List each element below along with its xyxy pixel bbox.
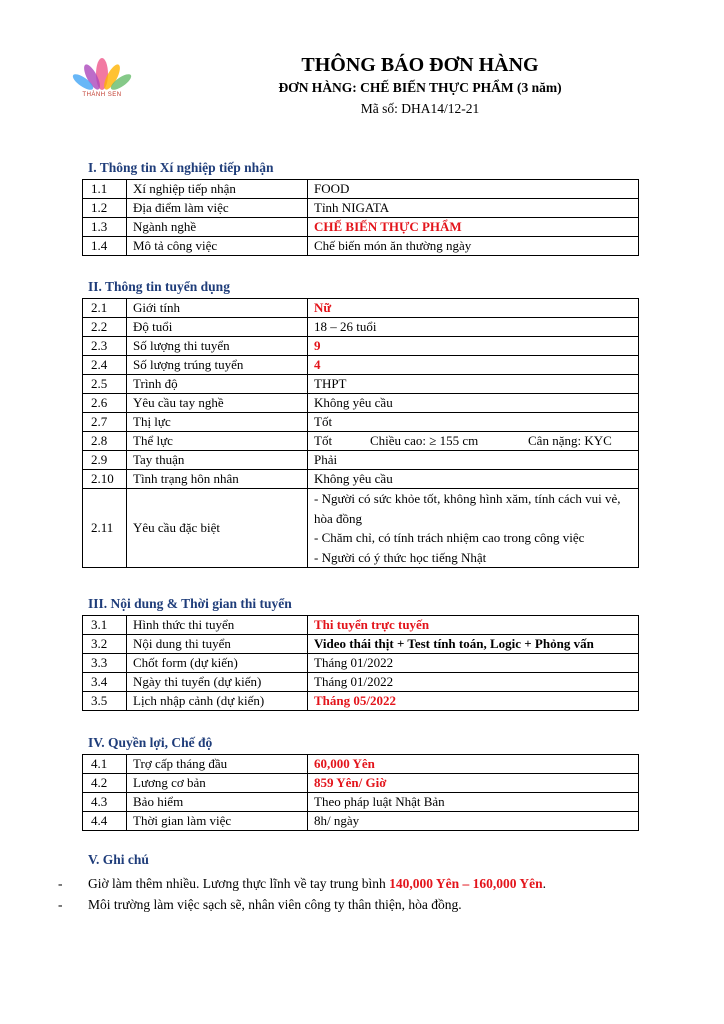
table-row	[83, 635, 639, 654]
section-4-table	[82, 754, 639, 831]
row-label: Hình thức thi tuyển	[127, 616, 308, 635]
section-1-title: I. Thông tin Xí nghiệp tiếp nhận	[88, 160, 274, 175]
row-label: Xí nghiệp tiếp nhận	[127, 180, 308, 199]
row-label: Yêu cầu đặc biệt	[127, 489, 308, 568]
row-label: Bảo hiểm	[127, 793, 308, 812]
table-row	[83, 489, 639, 568]
row-label: Trình độ	[127, 375, 308, 394]
row-number: 2.8	[83, 432, 127, 451]
row-number: 2.4	[83, 356, 127, 375]
table-row	[83, 470, 639, 489]
table-row	[83, 673, 639, 692]
note-text-main: Giờ làm thêm nhiều. Lương thực lĩnh về tay trung bình	[88, 876, 390, 891]
row-number: 2.2	[83, 318, 127, 337]
row-number: 3.5	[83, 692, 127, 711]
row-value: THPT	[308, 375, 639, 394]
row-number: 4.2	[83, 774, 127, 793]
table-row	[83, 755, 639, 774]
row-value-physical	[308, 432, 639, 451]
row-label: Nội dung thi tuyển	[127, 635, 308, 654]
note-text	[88, 873, 546, 894]
row-value: Theo pháp luật Nhật Bản	[308, 793, 639, 812]
table-row	[83, 616, 639, 635]
row-label: Số lượng trúng tuyển	[127, 356, 308, 375]
row-label: Ngành nghề	[127, 218, 308, 237]
row-label: Lương cơ bản	[127, 774, 308, 793]
row-label: Tay thuận	[127, 451, 308, 470]
table-row	[83, 432, 639, 451]
table-row	[83, 299, 639, 318]
row-number: 2.7	[83, 413, 127, 432]
row-label: Mô tả công việc	[127, 237, 308, 256]
row-label: Số lượng thi tuyển	[127, 337, 308, 356]
row-number: 2.3	[83, 337, 127, 356]
row-number: 1.3	[83, 218, 127, 237]
row-value: Tốt	[308, 413, 639, 432]
section-3-title: III. Nội dung & Thời gian thi tuyển	[88, 596, 292, 611]
section-4-title: IV. Quyền lợi, Chế độ	[88, 735, 213, 750]
note-bullet: -	[58, 897, 63, 912]
requirement-line: - Người có ý thức học tiếng Nhật	[314, 549, 487, 565]
row-number: 3.2	[83, 635, 127, 654]
row-value: Chế biến món ăn thường ngày	[308, 237, 639, 256]
section-3-table	[82, 615, 639, 711]
row-number: 2.6	[83, 394, 127, 413]
table-row	[83, 199, 639, 218]
row-label: Chốt form (dự kiến)	[127, 654, 308, 673]
row-label: Thời gian làm việc	[127, 812, 308, 831]
weight-requirement: Cân nặng: KYC	[528, 433, 612, 448]
row-value: Video thái thịt + Test tính toán, Logic + Phỏng vấn	[308, 635, 639, 654]
row-value: Không yêu cầu	[308, 394, 639, 413]
note-text-tail: .	[542, 876, 546, 891]
section-1-table	[82, 179, 639, 256]
row-value: Tháng 01/2022	[308, 654, 639, 673]
row-number: 2.5	[83, 375, 127, 394]
table-row	[83, 774, 639, 793]
row-label: Địa điểm làm việc	[127, 199, 308, 218]
table-row	[83, 692, 639, 711]
row-number: 3.4	[83, 673, 127, 692]
row-value: 4	[308, 356, 639, 375]
row-value: 60,000 Yên	[308, 755, 639, 774]
row-number: 2.10	[83, 470, 127, 489]
section-2-table	[82, 298, 639, 568]
note-item	[58, 894, 678, 915]
table-row	[83, 318, 639, 337]
row-value: FOOD	[308, 180, 639, 199]
table-row	[83, 180, 639, 199]
table-row	[83, 394, 639, 413]
row-value: Phải	[308, 451, 639, 470]
row-number: 1.4	[83, 237, 127, 256]
requirement-line: - Chăm chỉ, có tính trách nhiệm cao trong công việc	[314, 530, 585, 545]
row-label: Yêu cầu tay nghề	[127, 394, 308, 413]
notes-list	[58, 873, 678, 915]
row-label: Tình trạng hôn nhân	[127, 470, 308, 489]
table-row	[83, 812, 639, 831]
salary-range: 140,000 Yên – 160,000 Yên	[389, 876, 543, 891]
table-row	[83, 654, 639, 673]
row-value: 859 Yên/ Giờ	[308, 774, 639, 793]
row-value: 18 – 26 tuổi	[308, 318, 639, 337]
note-text: Môi trường làm việc sạch sẽ, nhân viên công ty thân thiện, hòa đồng.	[88, 897, 462, 912]
height-requirement: Chiều cao: ≥ 155 cm	[370, 433, 479, 448]
table-row	[83, 237, 639, 256]
section-5-title: V. Ghi chú	[88, 852, 149, 867]
row-label: Giới tính	[127, 299, 308, 318]
physical-status: Tốt	[314, 433, 333, 448]
row-label: Độ tuổi	[127, 318, 308, 337]
row-label: Thể lực	[127, 432, 308, 451]
row-number: 2.11	[83, 489, 127, 568]
row-number: 3.3	[83, 654, 127, 673]
row-value: Tháng 01/2022	[308, 673, 639, 692]
row-number: 2.9	[83, 451, 127, 470]
row-value: Tháng 05/2022	[308, 692, 639, 711]
row-number: 1.2	[83, 199, 127, 218]
page-subtitle: ĐƠN HÀNG: CHẾ BIẾN THỰC PHẨM (3 năm)	[278, 80, 562, 95]
table-row	[83, 375, 639, 394]
row-label: Ngày thi tuyển (dự kiến)	[127, 673, 308, 692]
requirement-line: - Người có sức khỏe tốt, không hình xăm, tính cách vui vẻ, hòa đồng	[314, 491, 621, 526]
page-title: THÔNG BÁO ĐƠN HÀNG	[301, 54, 539, 76]
row-label: Trợ cấp tháng đầu	[127, 755, 308, 774]
row-label: Lịch nhập cảnh (dự kiến)	[127, 692, 308, 711]
table-row	[83, 793, 639, 812]
row-value: Nữ	[308, 299, 639, 318]
row-number: 4.1	[83, 755, 127, 774]
row-label: Thị lực	[127, 413, 308, 432]
row-value: 9	[308, 337, 639, 356]
row-number: 1.1	[83, 180, 127, 199]
note-bullet: -	[58, 876, 63, 891]
table-row	[83, 337, 639, 356]
section-2-title: II. Thông tin tuyển dụng	[88, 279, 230, 294]
table-row	[83, 356, 639, 375]
row-number: 2.1	[83, 299, 127, 318]
row-value: 8h/ ngày	[308, 812, 639, 831]
row-value: Không yêu cầu	[308, 470, 639, 489]
table-row	[83, 218, 639, 237]
table-row	[83, 413, 639, 432]
row-number: 4.3	[83, 793, 127, 812]
order-code: Mã số: DHA14/12-21	[360, 101, 480, 116]
logo-text: THÀNH SEN	[82, 92, 122, 98]
special-requirements	[308, 489, 639, 568]
row-value: Thi tuyển trực tuyến	[308, 616, 639, 635]
note-item	[58, 873, 678, 894]
row-number: 4.4	[83, 812, 127, 831]
thanh-sen-logo	[70, 52, 134, 110]
table-row	[83, 451, 639, 470]
row-value: CHẾ BIẾN THỰC PHẨM	[308, 218, 639, 237]
row-number: 3.1	[83, 616, 127, 635]
row-value: Tỉnh NIGATA	[308, 199, 639, 218]
